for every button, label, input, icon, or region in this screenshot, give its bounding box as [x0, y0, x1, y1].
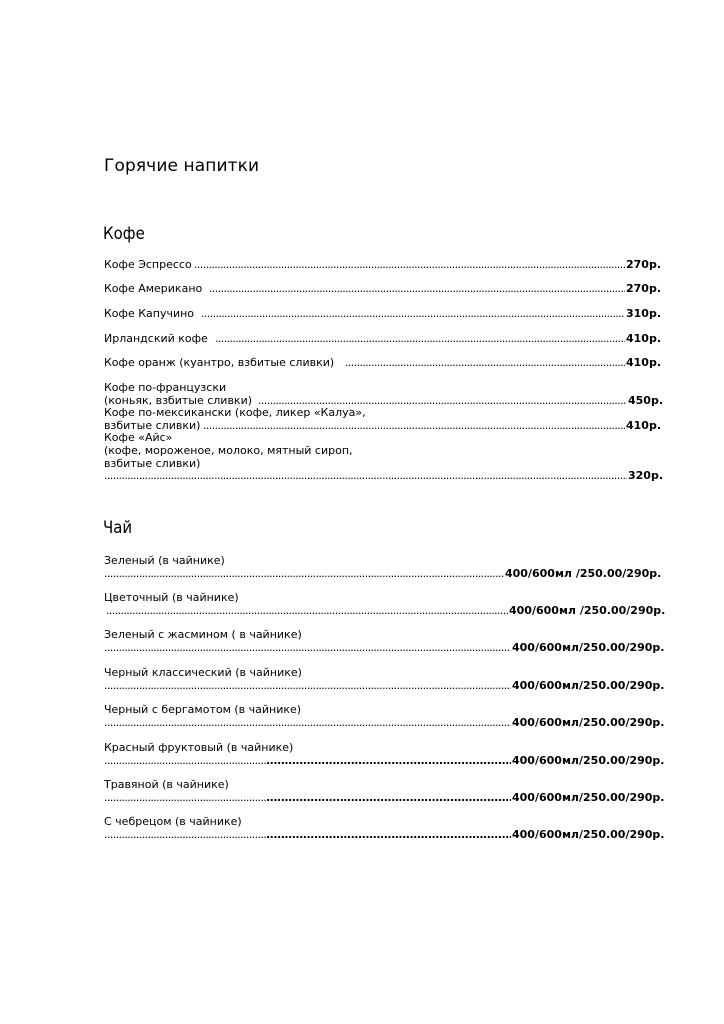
tea-section-title: Чай [103, 518, 133, 538]
item-price: 410р. [626, 419, 662, 432]
item-name-line: (кофе, мороженое, молоко, мятный сироп, [104, 444, 353, 457]
item-name: Красный фруктовый (в чайнике) [104, 741, 294, 754]
item-name: С чебрецом (в чайнике) [104, 815, 242, 828]
item-price: 270р. [626, 282, 662, 295]
item-price: 400/600мл /250.00/290р. [509, 604, 666, 617]
item-price: 410р. [626, 356, 662, 369]
item-name-line: Кофе по-мексикански (кофе, ликер «Калуа», [104, 406, 366, 419]
item-name: Кофе Американо [104, 282, 203, 295]
dot-leader-bold [266, 754, 511, 767]
dot-leader [104, 791, 266, 804]
dot-leader [104, 754, 266, 767]
item-price: 400/600мл /250.00/290р. [505, 567, 662, 580]
dot-leader [104, 716, 511, 729]
item-price: 310р. [626, 307, 662, 320]
item-name-line: (коньяк, взбитые сливки) [104, 394, 253, 407]
item-name-line: взбитые сливки) [104, 457, 201, 470]
item-price: 400/600мл/250.00/290р. [512, 791, 665, 804]
dot-leader [203, 419, 625, 432]
dot-leader [194, 258, 625, 271]
dot-leader [106, 604, 508, 617]
item-price: 400/600мл/250.00/290р. [512, 679, 665, 692]
item-name: Кофе Капучино [104, 307, 195, 320]
coffee-section-title: Кофе [103, 224, 145, 244]
item-name: Ирландский кофе [104, 332, 208, 345]
item-price: 450р. [628, 394, 664, 407]
item-name: Черный классический (в чайнике) [104, 666, 302, 679]
item-name-line: взбитые сливки) [104, 419, 201, 432]
item-name: Кофе оранж (куантро, взбитые сливки) [104, 356, 335, 369]
item-price: 400/600мл/250.00/290р. [512, 716, 665, 729]
item-name: Черный с бергамотом (в чайнике) [104, 703, 302, 716]
page-title: Горячие напитки [104, 156, 260, 176]
dot-leader [209, 282, 625, 295]
dot-leader [104, 679, 511, 692]
dot-leader [104, 469, 627, 482]
item-price: 400/600мл/250.00/290р. [512, 754, 665, 767]
dot-leader-bold [266, 828, 511, 841]
item-name-line: Кофе по-французски [104, 381, 227, 394]
dot-leader-bold [266, 791, 511, 804]
dot-leader [201, 307, 625, 320]
dot-leader [104, 828, 266, 841]
item-price: 410р. [626, 332, 662, 345]
dot-leader [215, 332, 625, 345]
item-price: 270р. [626, 258, 662, 271]
item-name: Цветочный (в чайнике) [104, 591, 239, 604]
item-name: Травяной (в чайнике) [104, 778, 229, 791]
item-name: Зеленый с жасмином ( в чайнике) [104, 628, 302, 641]
dot-leader [345, 356, 625, 369]
item-name-line: Кофе «Айс» [104, 431, 173, 444]
item-name: Зеленый (в чайнике) [104, 554, 225, 567]
item-price: 400/600мл/250.00/290р. [512, 828, 665, 841]
item-price: 400/600мл/250.00/290р. [512, 641, 665, 654]
item-price: 320р. [628, 469, 664, 482]
dot-leader [104, 567, 504, 580]
item-name: Кофе Эспрессо [104, 258, 192, 271]
dot-leader [104, 641, 511, 654]
